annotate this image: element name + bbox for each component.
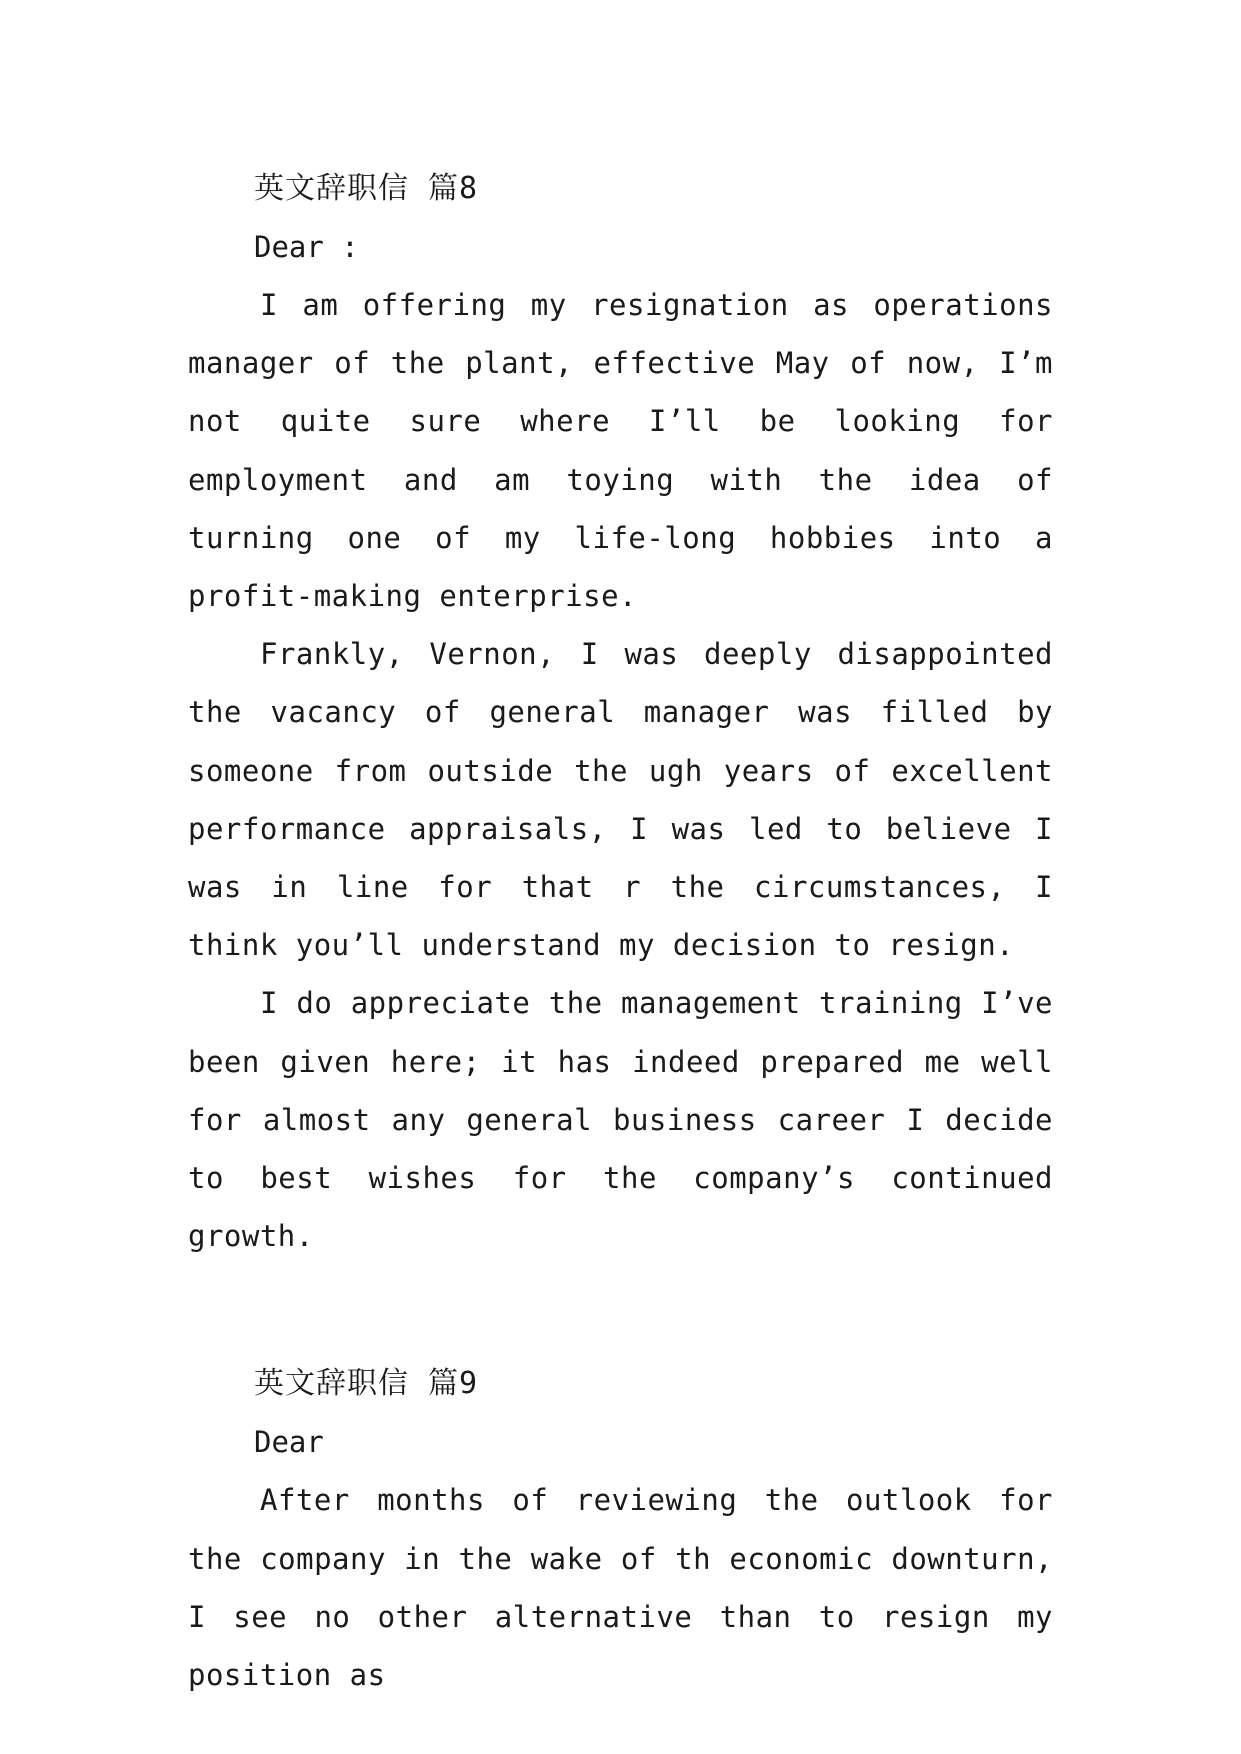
document-body bbox=[188, 160, 1053, 1704]
paragraph: After months of reviewing the outlook for the company in the wake of th economic downturn, I see no other alternative than to resign my position as bbox=[188, 1483, 1053, 1693]
paragraph: I do appreciate the management training I’ve been given here; it has indeed prepared me well for almost any general business career I decide to best wishes for the company’s continued growth. bbox=[188, 986, 1053, 1254]
section-title: 英文辞职信 篇9 bbox=[254, 1366, 479, 1402]
letter-section-9 bbox=[188, 1355, 1053, 1704]
salutation: Dear : bbox=[254, 230, 359, 264]
paragraph: Frankly, Vernon, I was deeply disappointed the vacancy of general manager was filled by someone from outside the ugh years of excellent performance appraisals, I was led to believe I was in line for that r the circumstances, I think you’ll understand my decision to resign. bbox=[188, 637, 1053, 963]
paragraph: I am offering my resignation as operations manager of the plant, effective May of now, I’m not quite sure where I’ll be looking for employment and am toying with the idea of turning one of my life-long hobbies into a profit-making enterprise. bbox=[188, 288, 1053, 614]
section-spacer bbox=[188, 1265, 1053, 1355]
letter-section-8 bbox=[188, 160, 1053, 1265]
salutation: Dear bbox=[254, 1425, 324, 1460]
section-title: 英文辞职信 篇8 bbox=[254, 171, 479, 206]
